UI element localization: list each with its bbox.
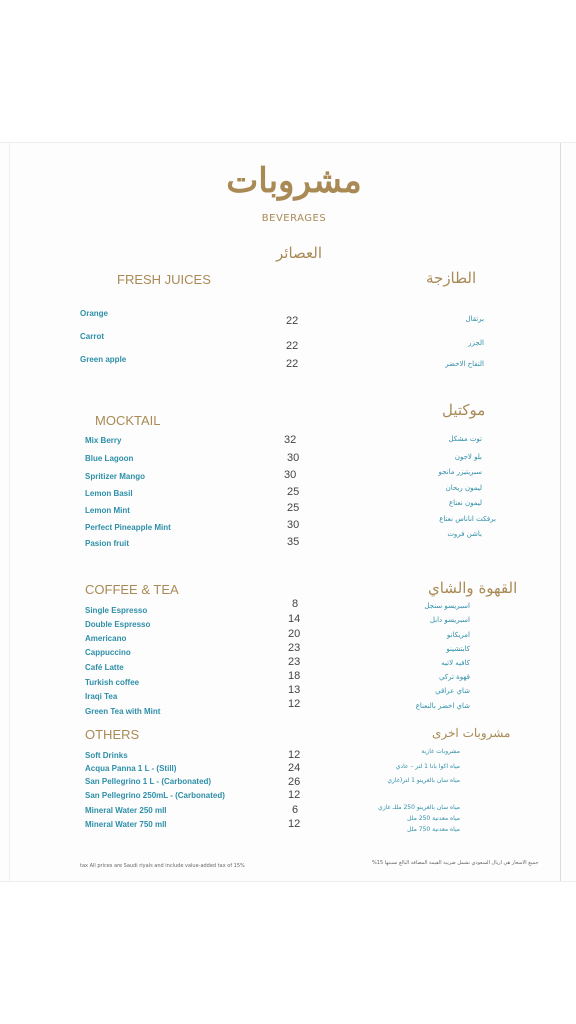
menu-item-name-arabic: اسبريسو سنجل	[424, 602, 470, 610]
menu-item-name: Iraqi Tea	[85, 692, 118, 701]
menu-item-name: Pasion fruit	[85, 539, 130, 548]
menu-item-price: 18	[288, 670, 301, 682]
menu-item-name-arabic: التفاح الاخضر	[445, 360, 484, 368]
page-right-edge	[560, 143, 561, 881]
coffee-tea-heading: COFFEE & TEA	[85, 582, 179, 597]
menu-item-price: 35	[287, 536, 300, 548]
juices-heading-arabic: العصائر	[276, 244, 323, 262]
menu-item-name: Mineral Water 250 mll	[85, 806, 167, 815]
menu-item-name: Lemon Mint	[85, 506, 130, 515]
menu-item-name: Single Espresso	[85, 606, 148, 615]
mocktail-heading: MOCKTAIL	[95, 413, 161, 428]
mocktail-heading-arabic: موكتيل	[442, 401, 486, 419]
menu-item-price: 13	[288, 684, 301, 696]
menu-item-name-arabic: مياه اكوا بانا 1 لتر – عادي	[395, 763, 460, 770]
menu-item-name-arabic: بلو لاجون	[454, 453, 482, 461]
menu-item-name: Blue Lagoon	[85, 454, 134, 463]
menu-item-name-arabic: شاي عراقي	[435, 687, 470, 695]
menu-item-name: Acqua Panna 1 L - (Still)	[85, 764, 177, 773]
menu-item-price: 8	[292, 598, 299, 610]
menu-title-arabic: مشروبات	[226, 161, 362, 201]
others-heading-arabic: مشروبات اخرى	[432, 726, 511, 740]
menu-item-price: 12	[288, 698, 301, 710]
menu-item-price: 25	[287, 502, 300, 514]
menu-item-price: 22	[286, 340, 299, 352]
menu-item-price: 30	[287, 519, 300, 531]
menu-item-name: Green Tea with Mint	[85, 707, 161, 716]
menu-item-name-arabic: باشن فروت	[447, 530, 482, 538]
menu-item-name-arabic: سبريتيزر مانجو	[438, 468, 482, 476]
menu-subtitle: BEVERAGES	[261, 213, 327, 224]
menu-item-price: 24	[288, 762, 301, 774]
menu-item-name: Turkish coffee	[85, 678, 140, 687]
menu-item-price: 30	[287, 452, 300, 464]
menu-item-name: Mix Berry	[85, 436, 122, 445]
menu-item-price: 22	[286, 315, 299, 327]
menu-item-name-arabic: كابتشينو	[446, 645, 470, 653]
menu-item-name: Carrot	[80, 332, 105, 341]
menu-item-name-arabic: برفكت اناناس نعناع	[439, 515, 496, 523]
menu-item-name: Soft Drinks	[85, 751, 128, 760]
menu-item-price: 26	[288, 776, 301, 788]
menu-item-name: Lemon Basil	[85, 489, 133, 498]
menu-item-price: 12	[288, 818, 301, 830]
others-heading: OTHERS	[85, 727, 140, 742]
menu-item-price: 23	[288, 656, 301, 668]
menu-item-name-arabic: كافيه لاتيه	[441, 659, 470, 667]
menu-item-name: San Pellegrino 250mL - (Carbonated)	[85, 791, 225, 800]
menu-item-name-arabic: مشروبات غازية	[421, 748, 460, 755]
menu-item-price: 22	[286, 358, 299, 370]
menu-item-name: Green apple	[80, 355, 127, 364]
menu-item-price: 14	[288, 613, 301, 625]
footer-tax-note-arabic: جميع الاسعار هي اريال السعودي تشمل ضريبة القيمة المضافة البالغ نسبتها 15%	[372, 860, 539, 866]
menu-item-price: 6	[292, 804, 299, 816]
menu-item-name-arabic: اسبريسو دابل	[429, 616, 470, 624]
footer-tax-note: tax All prices are Saudi riyals and include value-added tax of 15%	[80, 863, 245, 869]
menu-item-price: 30	[284, 469, 297, 481]
menu-item-price: 32	[284, 434, 297, 446]
menu-item-price: 20	[288, 628, 301, 640]
menu-item-name-arabic: مياه سان بالغرينو 1 لتر(غازي	[387, 777, 460, 784]
menu-item-name-arabic: مياه معدنية 250 ملل	[407, 815, 460, 822]
menu-item-price: 23	[288, 642, 301, 654]
menu-item-name: Café Latte	[85, 663, 124, 672]
menu-item-price: 25	[287, 486, 300, 498]
menu-item-name: Double Espresso	[85, 620, 151, 629]
menu-item-name-arabic: مياه سان بالغرينو 250 مللـ غازي	[378, 804, 460, 811]
menu-page	[0, 142, 576, 882]
menu-item-name-arabic: الجزر	[468, 339, 484, 347]
coffee-tea-heading-arabic: القهوة والشاي	[428, 579, 518, 597]
menu-item-name-arabic: ليمون ريحان	[445, 484, 482, 492]
menu-item-price: 12	[288, 789, 301, 801]
menu-item-name: Spritizer Mango	[85, 472, 146, 481]
menu-item-name: Perfect Pineapple Mint	[85, 523, 171, 532]
menu-item-price: 12	[288, 749, 301, 761]
menu-item-name: Cappuccino	[85, 648, 131, 657]
menu-item-name: San Pellegrino 1 L - (Carbonated)	[85, 777, 212, 786]
fresh-juices-heading-arabic: الطازجة	[426, 269, 477, 287]
page-left-edge	[9, 143, 10, 881]
menu-item-name-arabic: برتقال	[465, 315, 484, 323]
menu-item-name-arabic: امريكانو	[446, 631, 470, 639]
menu-item-name-arabic: شاي اخضر بالنعناع	[415, 702, 470, 710]
menu-item-name-arabic: قهوة تركي	[438, 673, 470, 681]
menu-item-name-arabic: توت مشكل	[448, 435, 482, 443]
fresh-juices-heading: FRESH JUICES	[117, 272, 211, 287]
menu-item-name: Americano	[85, 634, 127, 643]
menu-item-name: Orange	[80, 309, 109, 318]
menu-item-name-arabic: ليمون نعناع	[448, 499, 482, 507]
menu-item-name-arabic: مياه معدنية 750 ملل	[407, 826, 460, 833]
menu-item-name: Mineral Water 750 mll	[85, 820, 167, 829]
